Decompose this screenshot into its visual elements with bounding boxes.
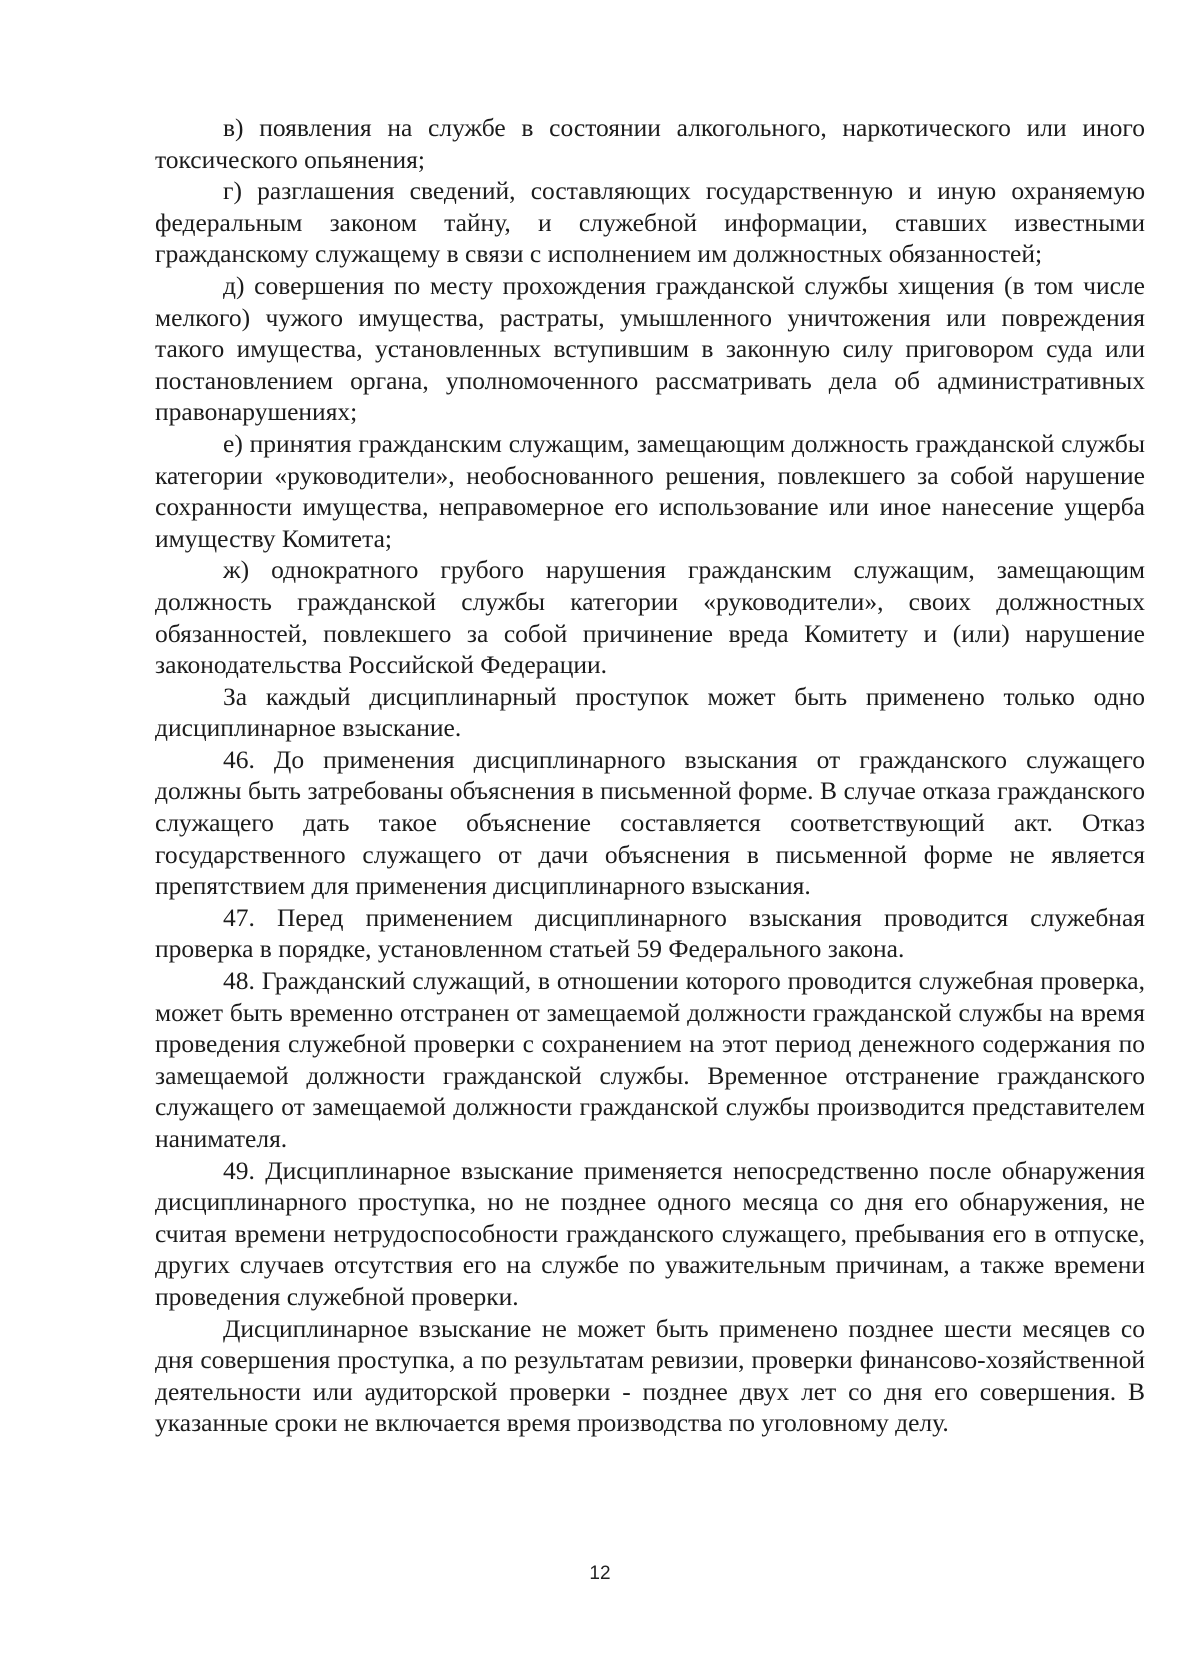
- paragraph-item-zh: ж) однократного грубого нарушения гражданским служащим, замещающим должность гражданской службы категории «руководители», своих должностных обязанностей, повлекшего за собой причинение вреда Комитету и (или) нарушение законодательства Российской Федерации.: [155, 555, 1145, 680]
- paragraph-item-e: е) принятия гражданским служащим, замещающим должность гражданской службы категории «руководители», необоснованного решения, повлекшего за собой нарушение сохранности имущества, неправомерное его использование или иное нанесение ущерба имуществу Комитета;: [155, 428, 1145, 553]
- page-number: 12: [589, 1563, 611, 1584]
- paragraph-item-d: д) совершения по месту прохождения гражданской службы хищения (в том числе мелкого) чужого имущества, растраты, умышленного уничтожения или повреждения такого имущества, установленных вступившим в законную силу приговором суда или постановлением органа, уполномоченного рассматривать дела об административных правонарушениях;: [155, 270, 1145, 427]
- paragraph-48: 48. Гражданский служащий, в отношении которого проводится служебная проверка, может быть временно отстранен от замещаемой должности гражданской службы на время проведения служебной проверки с сохранением на этот период денежного содержания по замещаемой должности гражданской службы. Временное отстранение гражданского служащего от замещаемой должности гражданской службы производится представителем нанимателя.: [155, 966, 1145, 1153]
- paragraph-46: 46. До применения дисциплинарного взыскания от гражданского служащего должны быть затребованы объяснения в письменной форме. В случае отказа гражданского служащего дать такое объяснение составляется соответствующий акт. Отказ государственного служащего от дачи объяснения в письменной форме не является препятствием для применения дисциплинарного взыскания.: [155, 744, 1145, 901]
- paragraph-49: 49. Дисциплинарное взыскание применяется непосредственно после обнаружения дисциплинарного проступка, но не позднее одного месяца со дня его обнаружения, не считая времени нетрудоспособности гражданского служащего, пребывания его в отпуске, других случаев отсутствия его на службе по уважительным причинам, а также времени проведения служебной проверки.: [155, 1155, 1145, 1311]
- paragraph-time-limit: Дисциплинарное взыскание не может быть применено позднее шести месяцев со дня совершения проступка, а по результатам ревизии, проверки финансово-хозяйственной деятельности или аудиторской проверки - позднее двух лет со дня его совершения. В указанные сроки не включается время производства по уголовному делу.: [155, 1313, 1145, 1438]
- paragraph-item-v: в) появления на службе в состоянии алкогольного, наркотического или иного токсического опьянения;: [155, 113, 1145, 174]
- paragraph-47: 47. Перед применением дисциплинарного взыскания проводится служебная проверка в порядке, установленном статьей 59 Федерального закона.: [155, 902, 1145, 964]
- document-body: [155, 112, 1145, 1439]
- paragraph-single-penalty: За каждый дисциплинарный проступок может быть применено только одно дисциплинарное взыскание.: [155, 681, 1145, 743]
- paragraph-item-g: г) разглашения сведений, составляющих государственную и иную охраняемую федеральным законом тайну, и служебной информации, ставших известными гражданскому служащему в связи с исполнением им должностных обязанностей;: [155, 176, 1145, 269]
